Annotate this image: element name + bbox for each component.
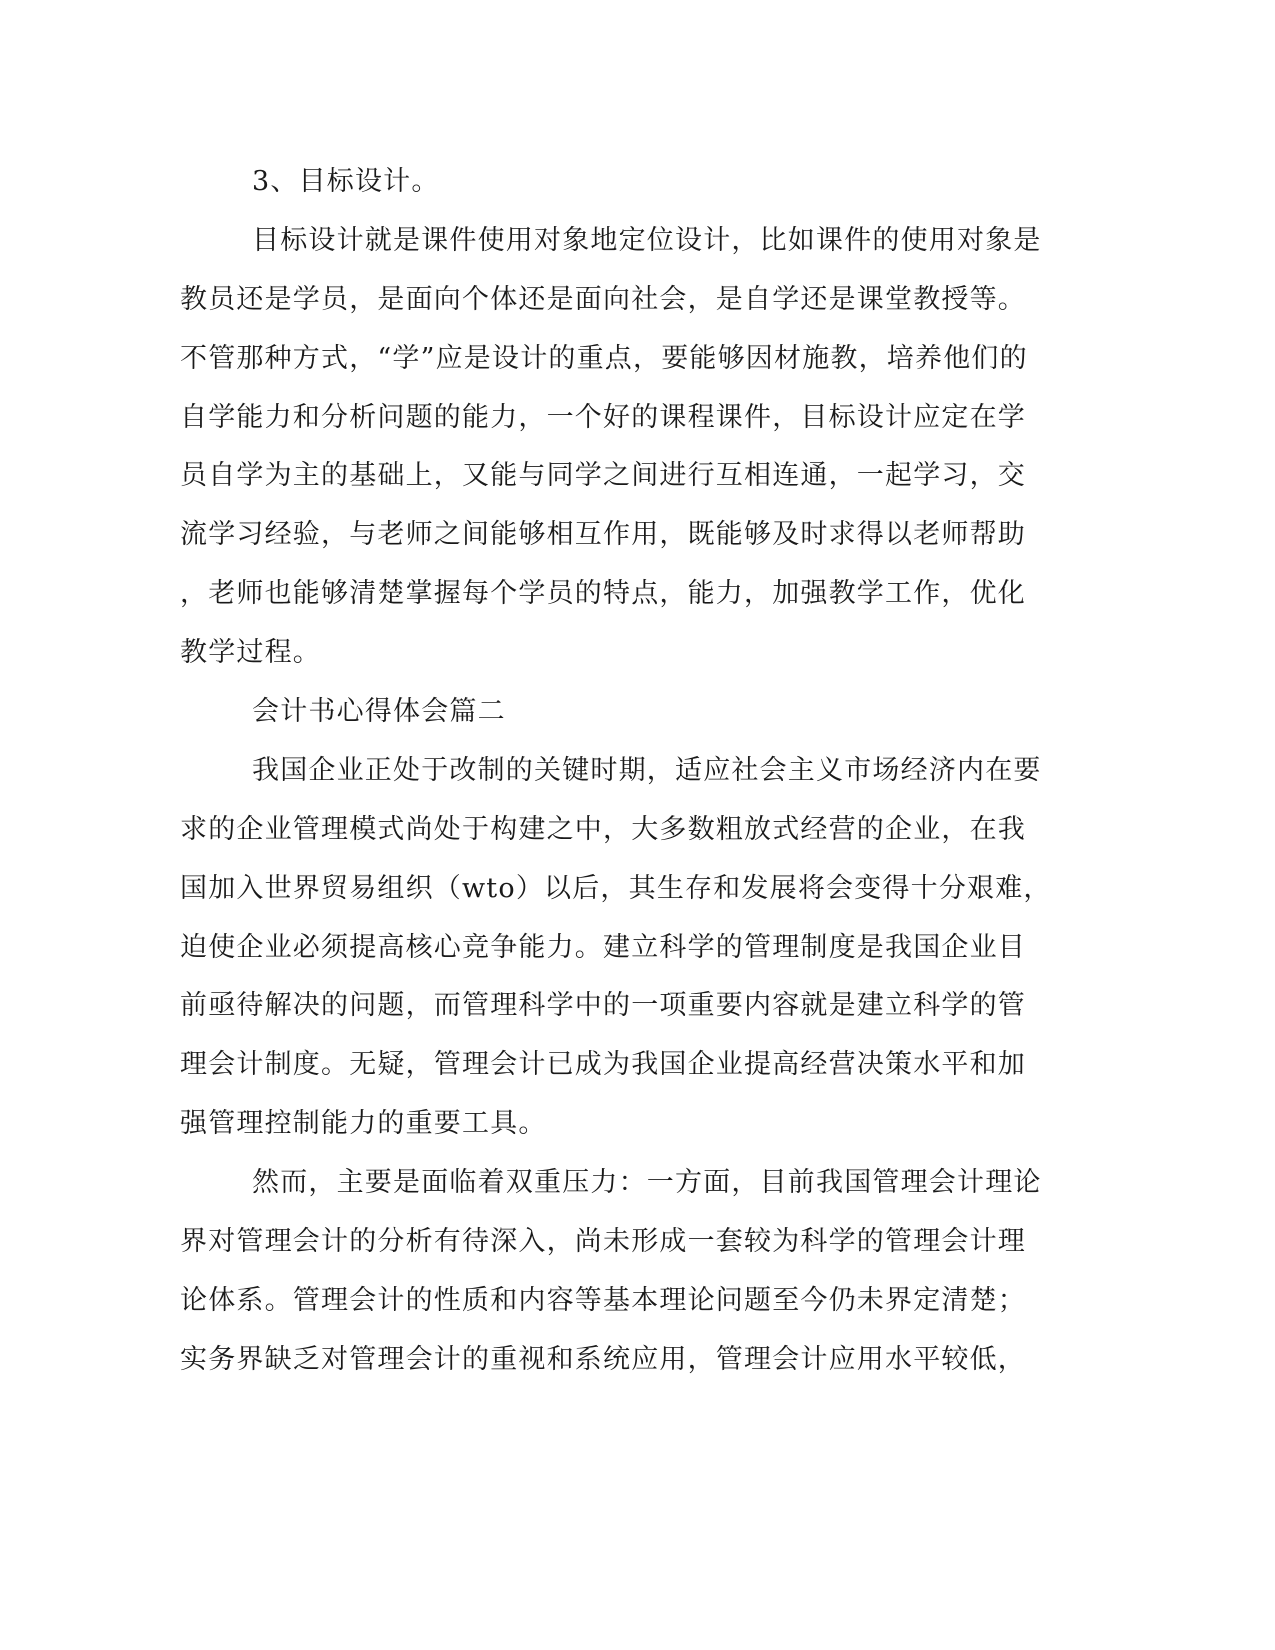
paragraph-line: 求的企业管理模式尚处于构建之中，大多数粗放式经营的企业，在我	[180, 813, 1026, 845]
paragraph-line: 论体系。管理会计的性质和内容等基本理论问题至今仍未界定清楚；	[180, 1284, 1026, 1316]
paragraph-line: 前亟待解决的问题，而管理科学中的一项重要内容就是建立科学的管	[180, 990, 1026, 1022]
paragraph-line: 我国企业正处于改制的关键时期，适应社会主义市场经济内在要	[252, 754, 1042, 786]
paragraph-line: ，老师也能够清楚掌握每个学员的特点，能力，加强教学工作，优化	[180, 578, 1026, 610]
heading-target-design: 3、目标设计。	[252, 166, 440, 197]
paragraph-line: 不管那种方式，“学”应是设计的重点，要能够因材施教，培养他们的	[180, 342, 1028, 374]
paragraph-line: 国加入世界贸易组织（wto）以后，其生存和发展将会变得十分艰难，	[180, 872, 1052, 904]
paragraph-line: 目标设计就是课件使用对象地定位设计，比如课件的使用对象是	[252, 224, 1042, 256]
paragraph-line: 实务界缺乏对管理会计的重视和系统应用，管理会计应用水平较低，	[180, 1343, 1026, 1375]
paragraph-line: 迫使企业必须提高核心竞争能力。建立科学的管理制度是我国企业目	[180, 931, 1026, 963]
paragraph-line: 界对管理会计的分析有待深入，尚未形成一套较为科学的管理会计理	[180, 1226, 1026, 1258]
paragraph-line: 教员还是学员，是面向个体还是面向社会，是自学还是课堂教授等。	[180, 283, 1026, 315]
paragraph-line: 流学习经验，与老师之间能够相互作用，既能够及时求得以老师帮助	[180, 519, 1026, 551]
paragraph-line: 强管理控制能力的重要工具。	[180, 1108, 547, 1140]
section-heading: 会计书心得体会篇二	[252, 696, 506, 728]
paragraph-line: 教学过程。	[180, 637, 321, 669]
paragraph-line: 员自学为主的基础上，又能与同学之间进行互相连通，一起学习，交	[180, 460, 1026, 492]
paragraph-line: 自学能力和分析问题的能力，一个好的课程课件，目标设计应定在学	[180, 401, 1026, 433]
paragraph-line: 然而，主要是面临着双重压力：一方面，目前我国管理会计理论	[252, 1167, 1042, 1199]
paragraph-line: 理会计制度。无疑，管理会计已成为我国企业提高经营决策水平和加	[180, 1049, 1026, 1081]
document-body	[180, 157, 1052, 1394]
